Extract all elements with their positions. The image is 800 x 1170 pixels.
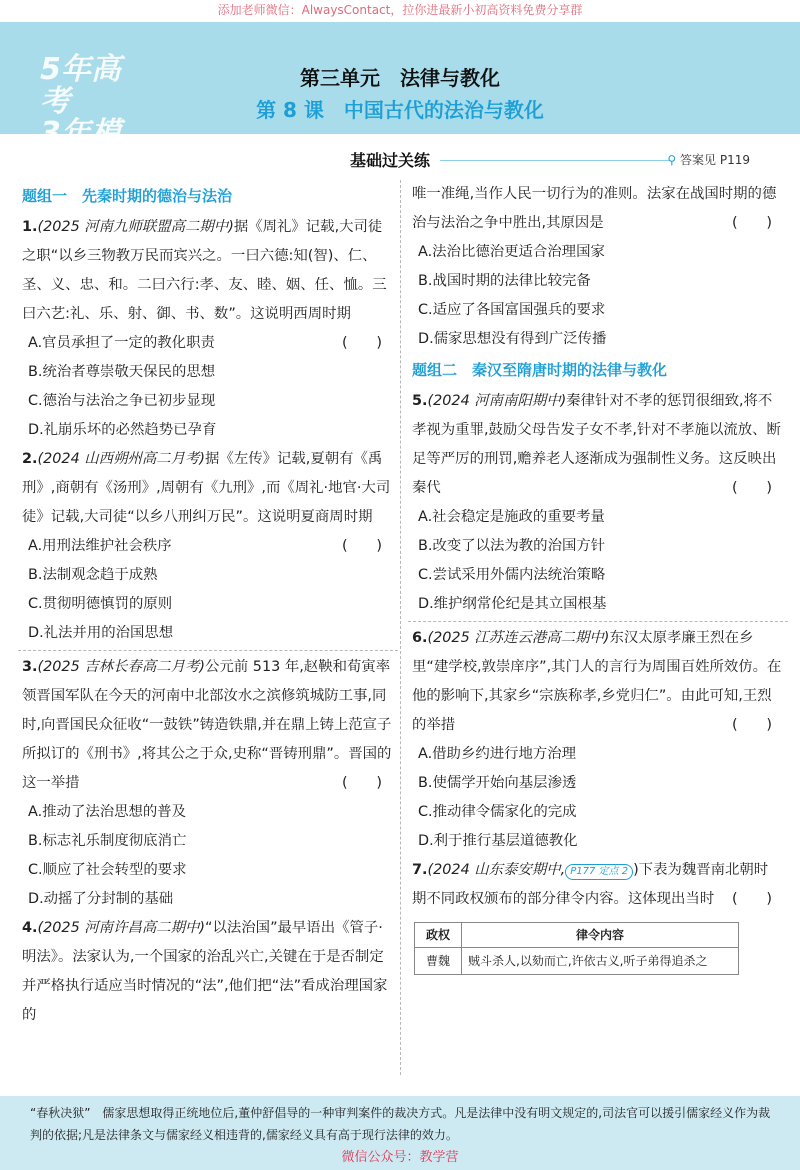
option-d: D.礼法并用的治国思想	[28, 625, 174, 641]
question-1: 1.(2025 河南九师联盟高二期中)据《周礼》记载,大司徒之职“以乡三物教万民而宾兴之。一曰六德:知(智)、仁、圣、义、忠、和。二曰六行:孝、友、睦、姻、任、恤。三曰六艺:礼、乐、射、御、书、数”。这说明西周时期 ( ) A.官员承担了一定的教化职责 B.统治者尊崇敬天保民的思想 C.德治与法治之争已初步显现 D.礼崩乐坏的必然趋势已孕育	[22, 213, 392, 445]
option-d: D.利于推行基层道德教化	[418, 833, 578, 849]
table-header-regime: 政权	[415, 923, 462, 948]
answer-blank: ( )	[731, 891, 772, 907]
question-2: 2.(2024 山西朔州高二月考)据《左传》记载,夏朝有《禹刑》,商朝有《汤刑》,周朝有《九刑》,而《周礼·地官·大司徒》记载,大司徒“以乡八刑纠万民”。这说明夏商周时期 ( ) A.用刑法维护社会秩序 B.法制观念趋于成熟 C.贯彻明德慎罚的原则 D.礼法并用的治国思想	[22, 445, 392, 648]
question-6: 6.(2025 江苏连云港高二期中)东汉太原孝廉王烈在乡里“建学校,敦崇庠序”,其门人的言行为周围百姓所效仿。在他的影响下,其家乡“宗族称孝,乡党归仁”。由此可知,王烈的举措 ( ) A.借助乡约进行地方治理 B.使儒学开始向基层渗透 C.推动律令儒家化的完成 D.利于推行基层道德教化	[412, 624, 782, 856]
section-divider-line	[440, 160, 670, 161]
option-a: A.用刑法维护社会秩序	[28, 538, 172, 554]
right-column	[412, 180, 782, 975]
option-c: C.尝试采用外儒内法统治策略	[418, 567, 606, 583]
table-cell: 贼斗杀人,以劾而亡,许依古义,听子弟得追杀之	[462, 948, 739, 975]
option-a: A.法治比德治更适合治理国家	[418, 244, 605, 260]
footer-note: “春秋决狱” 儒家思想取得正统地位后,董仲舒倡导的一种审判案件的裁决方式。凡是法律中没有明文规定的,司法官可以援引儒家经义作为裁判的依据;凡是法律条文与儒家经义相违背的,儒家经义具有高于现行法律的效力。	[30, 1106, 771, 1142]
left-column	[22, 180, 392, 1030]
group-title-1: 题组一 先秦时期的德治与法治	[22, 187, 233, 205]
option-d: D.礼崩乐坏的必然趋势已孕育	[28, 422, 217, 438]
option-b: B.标志礼乐制度彻底消亡	[28, 833, 187, 849]
lesson-title: 第 8 课 中国古代的法治与教化	[256, 98, 544, 122]
option-b: B.法制观念趋于成熟	[28, 567, 158, 583]
section-bar	[20, 144, 780, 176]
option-c: C.顺应了社会转型的要求	[28, 862, 187, 878]
reference-tag[interactable]: P177 定点 2	[565, 864, 633, 880]
option-b: B.使儒学开始向基层渗透	[418, 775, 577, 791]
answer-blank: ( )	[731, 717, 772, 733]
option-d: D.儒家思想没有得到广泛传播	[418, 331, 607, 347]
question-7: 7.(2024 山东泰安期中, P177 定点 2 )下表为魏晋南北朝时期不同政权颁布的部分律令内容。这体现出当时 ( ) 政权 律令内容 曹魏 贼斗杀人,以劾而亡,许依古义,听子弟得追杀之	[412, 856, 782, 975]
answer-blank: ( )	[341, 538, 382, 554]
question-separator	[18, 650, 398, 651]
option-b: B.战国时期的法律比较完备	[418, 273, 591, 289]
unit-title: 第三单元 法律与教化	[300, 66, 500, 90]
question-5: 5.(2024 河南南阳期中)秦律针对不孝的惩罚很细致,将不孝视为重罪,鼓励父母告发子女不孝,针对不孝施以流放、断足等严厉的刑罚,赡养老人逐渐成为强制性义务。这反映出秦代 ( ) A.社会稳定是施政的重要考量 B.改变了以法为教的治国方针 C.尝试采用外儒内法统治策略 D.维护纲常伦纪是其立国根基	[412, 387, 782, 619]
option-c: C.适应了各国富国强兵的要求	[418, 302, 606, 318]
option-d: D.动摇了分封制的基础	[28, 891, 174, 907]
answer-blank: ( )	[731, 215, 772, 231]
answer-reference: ⚲ 答案见 P119	[667, 153, 750, 167]
bottom-watermark: 微信公众号：教学营	[341, 1150, 459, 1165]
option-c: C.推动律令儒家化的完成	[418, 804, 577, 820]
question-3: 3.(2025 吉林长春高二月考)公元前 513 年,赵鞅和荀寅率领晋国军队在今天的河南中北部汝水之滨修筑城防工事,同时,向晋国民众征收“一鼓铁”铸造铁鼎,并在鼎上铸上范宣子所拟订的《刑书》,将其公之于众,史称“晋铸刑鼎”。晋国的这一举措 ( ) A.推动了法治思想的普及 B.标志礼乐制度彻底消亡 C.顺应了社会转型的要求 D.动摇了分封制的基础	[22, 653, 392, 914]
question-4-continued: 唯一准绳,当作人民一切行为的准则。法家在战国时期的德治与法治之争中胜出,其原因是 ( ) A.法治比德治更适合治理国家 B.战国时期的法律比较完备 C.适应了各国富国强兵的要求 D.儒家思想没有得到广泛传播	[412, 180, 782, 354]
question-separator	[408, 621, 788, 622]
law-table	[414, 922, 739, 975]
option-a: A.推动了法治思想的普及	[28, 804, 187, 820]
table-header-content: 律令内容	[462, 923, 739, 948]
option-a: A.借助乡约进行地方治理	[418, 746, 577, 762]
section-title: 基础过关练	[350, 151, 431, 170]
group-title-2: 题组二 秦汉至隋唐时期的法律与教化	[412, 361, 668, 379]
option-d: D.维护纲常伦纪是其立国根基	[418, 596, 607, 612]
top-watermark: 添加老师微信：AlwaysContact，拉你进最新小初高资料免费分享群	[217, 3, 583, 17]
column-divider	[400, 180, 401, 1075]
answer-blank: ( )	[341, 775, 382, 791]
search-icon: ⚲	[667, 153, 677, 167]
brand-logo: 5年高考 3年模拟	[40, 52, 121, 183]
answer-blank: ( )	[731, 480, 772, 496]
option-b: B.统治者尊崇敬天保民的思想	[28, 364, 216, 380]
question-4: 4.(2025 河南许昌高二期中)“以法治国”最早语出《管子·明法》。法家认为,一个国家的治乱兴亡,关键在于是否制定并严格执行适应当时情况的“法”,他们把“法”看成治理国家的	[22, 920, 388, 1023]
option-a: A.官员承担了一定的教化职责	[28, 335, 215, 351]
table-row	[415, 948, 739, 975]
option-c: C.贯彻明德慎罚的原则	[28, 596, 173, 612]
option-b: B.改变了以法为教的治国方针	[418, 538, 606, 554]
answer-blank: ( )	[341, 335, 382, 351]
option-a: A.社会稳定是施政的重要考量	[418, 509, 605, 525]
option-c: C.德治与法治之争已初步显现	[28, 393, 216, 409]
table-cell: 曹魏	[415, 948, 462, 975]
